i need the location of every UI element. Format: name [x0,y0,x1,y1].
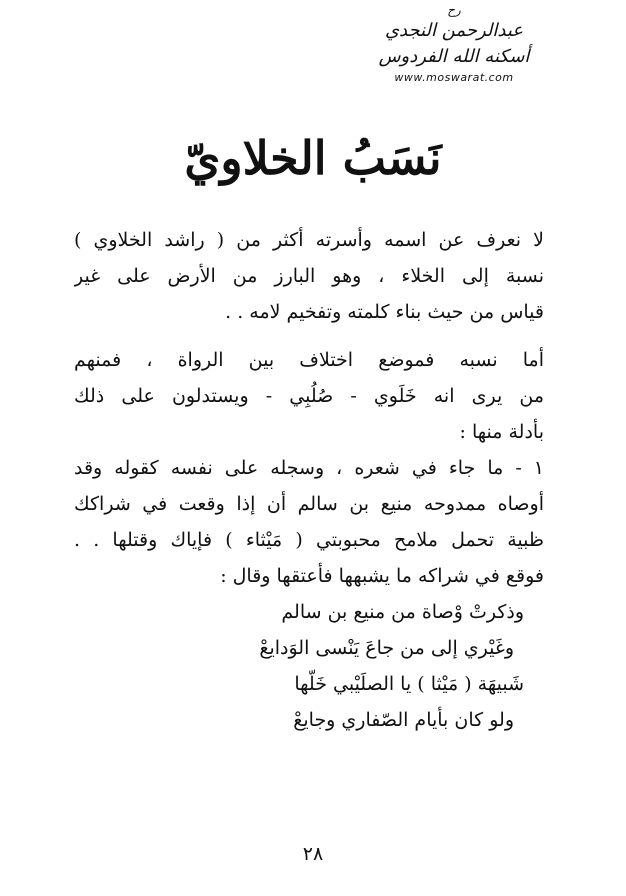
text-line: من يرى انه خَلَوي - صُلُبِي - ويستدلون على ذلك [74,385,544,407]
verse-line: شَبيهَة ( مَيْثا ) يا الصلَيْبي خَلّها [294,673,524,695]
verse-line: وذكرتْ وْصاة من منيع بن سالم [281,601,524,623]
text-line: نسبة إلى الخلاء ، وهو البارز من الأرض على غير [74,265,544,287]
stamp-prayer: أسكنه الله الفردوس [378,46,530,67]
text-line: بأدلة منها : [459,421,544,443]
chapter-title: نَسَبُ الخلاويّ [184,131,442,185]
body-text [74,222,544,738]
text-line: أما نسبه فموضع اختلاف بين الرواة ، فمنهم [74,349,544,371]
text-line: فوقع في شراكه ما يشبهها فأعتقها وقال : [220,565,544,587]
text-line: قياس من حيث بناء كلمته وتفخيم لامه . . [225,301,544,323]
text-line: ١ - ما جاء في شعره ، وسجله على نفسه كقوله وقد [74,457,544,479]
text-line: لا نعرف عن اسمه وأسرته أكثر من ( راشد الخلاوي ) [74,229,544,251]
stamp-name: عبدالرحمن النجدي [384,20,524,41]
text-line: ظبية تحمل ملامح محبوبتي ( مَيْثاء ) فإياك وقتلها . . [74,529,544,551]
library-stamp [372,2,536,98]
page-number: ٢٨ [302,843,324,865]
stamp-url: www.moswarat.com [394,71,514,84]
stamp-mark: رح [447,3,461,17]
text-line: أوصاه ممدوحه منيع بن سالم أن إذا وقعت في شراكك [74,493,544,515]
verse-line: وغَيْري إلى من جاعَ يَنْسى الوَدايعْ [259,637,514,659]
verse-line: ولو كان بأيام الصّفاري وجايعْ [293,709,514,731]
